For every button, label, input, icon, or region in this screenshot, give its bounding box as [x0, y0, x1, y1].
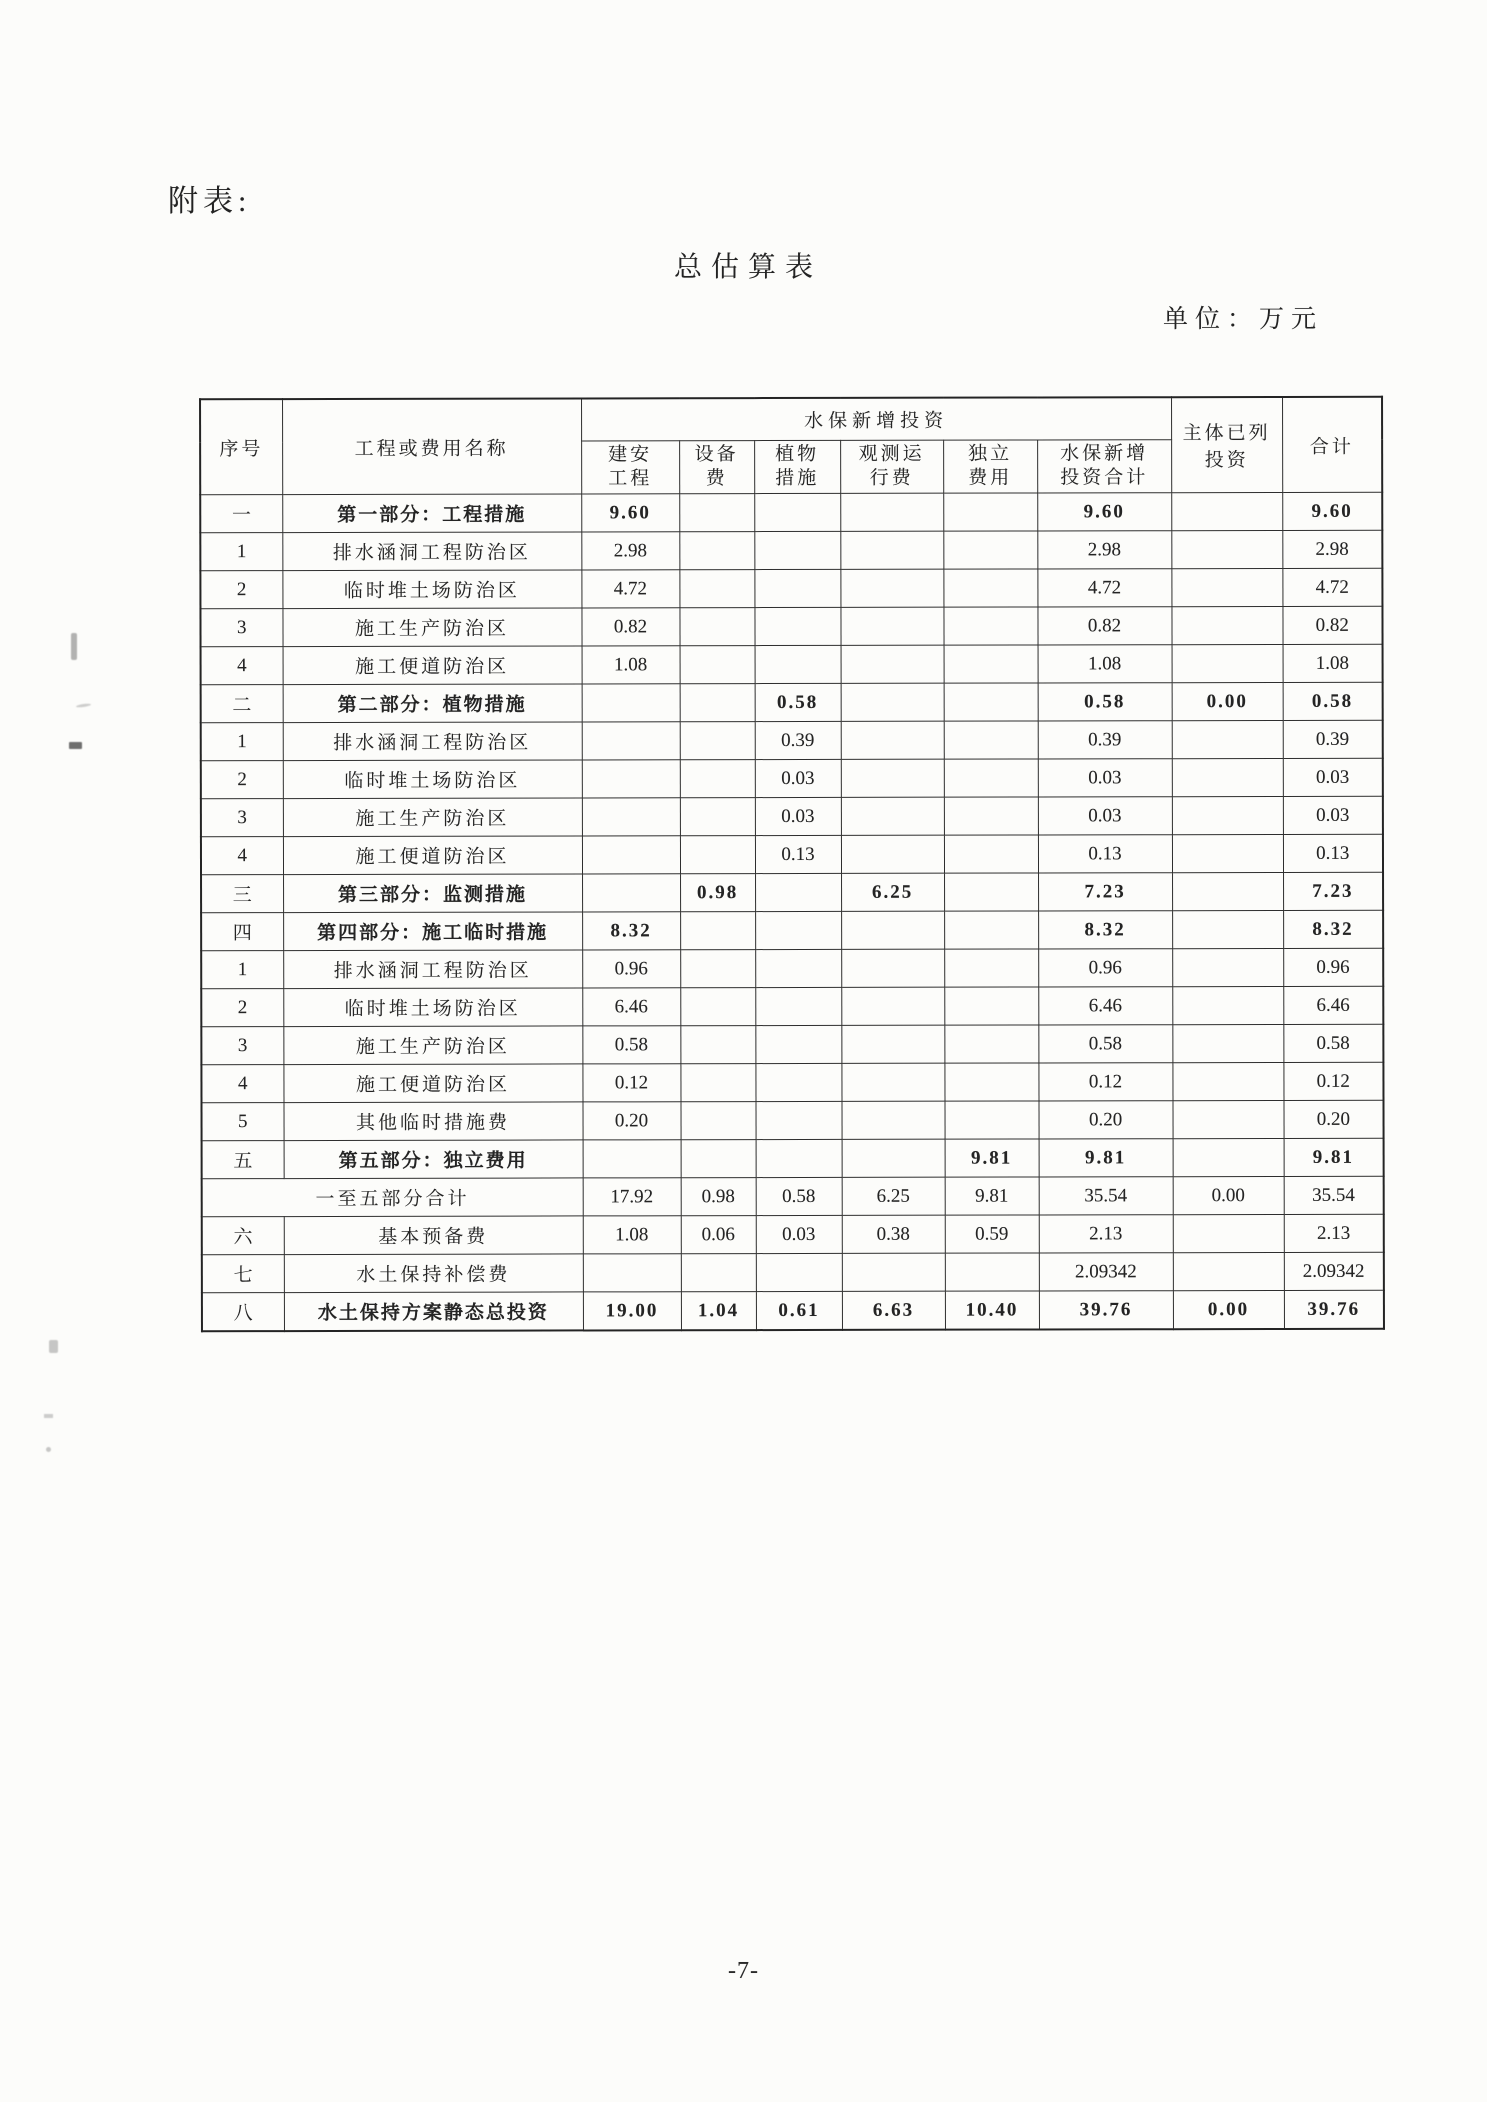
scan-artifact	[76, 703, 91, 708]
value-cell: 0.82	[1037, 607, 1171, 645]
table-row	[201, 644, 1383, 684]
row-label: 水土保持补偿费	[284, 1254, 583, 1293]
value-cell: 0.20	[1038, 1101, 1172, 1139]
value-cell: 35.54	[1284, 1176, 1384, 1214]
value-cell: 2.13	[1039, 1215, 1173, 1253]
value-cell	[1173, 1138, 1284, 1176]
row-label: 第四部分：施工临时措施	[283, 912, 582, 951]
value-cell	[680, 684, 755, 722]
column-header-plant-measures: 植物 措施	[754, 440, 840, 493]
value-cell	[943, 569, 1037, 607]
value-cell	[841, 645, 944, 683]
table-header	[200, 397, 1382, 495]
value-cell	[944, 721, 1038, 759]
column-header-construction: 建安 工程	[581, 441, 679, 494]
value-cell	[944, 835, 1038, 873]
row-serial: 八	[202, 1293, 284, 1332]
value-cell	[841, 1063, 944, 1101]
value-cell: 0.58	[1283, 682, 1383, 720]
value-cell: 0.82	[1283, 606, 1383, 644]
value-cell	[944, 759, 1038, 797]
value-cell: 0.12	[582, 1064, 680, 1102]
value-cell	[840, 531, 943, 569]
row-label: 排水涵洞工程防治区	[283, 722, 582, 761]
row-label: 其他临时措施费	[283, 1102, 582, 1141]
table-row	[201, 1062, 1383, 1102]
value-cell: 0.03	[755, 759, 841, 797]
table-row	[201, 1024, 1383, 1064]
value-cell: 0.39	[755, 721, 841, 759]
value-cell: 1.08	[583, 1216, 681, 1254]
value-cell	[583, 1254, 681, 1292]
row-label: 临时堆土场防治区	[282, 570, 581, 609]
value-cell	[680, 1102, 755, 1140]
value-cell	[755, 949, 841, 987]
value-cell	[755, 911, 841, 949]
row-serial: 五	[202, 1141, 284, 1179]
value-cell: 2.98	[1037, 531, 1171, 569]
value-cell: 6.25	[842, 1177, 945, 1215]
value-cell: 39.76	[1284, 1290, 1384, 1329]
row-label: 第二部分：植物措施	[283, 684, 582, 723]
column-header-equipment: 设备 费	[679, 441, 754, 494]
value-cell: 6.46	[1038, 987, 1172, 1025]
value-cell	[754, 493, 840, 531]
table-row	[202, 1214, 1384, 1254]
value-cell	[582, 836, 680, 874]
value-cell	[1171, 492, 1282, 530]
appendix-label: 附表:	[168, 185, 252, 218]
value-cell	[680, 912, 755, 950]
value-cell: 2.13	[1284, 1214, 1384, 1252]
value-cell: 4.72	[1037, 569, 1171, 607]
value-cell	[1173, 1252, 1284, 1290]
value-cell: 9.81	[1284, 1138, 1384, 1176]
value-cell	[1171, 530, 1282, 568]
scan-artifact	[69, 742, 82, 749]
value-cell: 7.23	[1038, 873, 1172, 911]
value-cell	[1172, 910, 1283, 948]
table-row	[201, 986, 1383, 1026]
value-cell: 0.00	[1172, 682, 1283, 720]
row-label: 施工生产防治区	[283, 1026, 582, 1065]
value-cell: 1.08	[1283, 644, 1383, 682]
unit-label: 单位：万元	[1162, 306, 1323, 333]
value-cell	[582, 684, 680, 722]
value-cell	[1172, 834, 1283, 872]
value-cell	[841, 721, 944, 759]
value-cell: 6.46	[1283, 986, 1383, 1024]
value-cell	[679, 608, 754, 646]
value-cell	[754, 531, 840, 569]
value-cell	[1172, 758, 1283, 796]
value-cell: 0.13	[1283, 834, 1383, 872]
value-cell	[754, 607, 840, 645]
value-cell: 0.96	[1038, 949, 1172, 987]
value-cell	[680, 760, 755, 798]
estimate-table	[199, 396, 1385, 1332]
table-row	[201, 948, 1383, 988]
value-cell	[582, 722, 680, 760]
scan-artifact	[71, 633, 77, 660]
row-label: 临时堆土场防治区	[283, 760, 582, 799]
value-cell: 0.00	[1173, 1176, 1284, 1214]
value-cell: 0.12	[1038, 1063, 1172, 1101]
table-row	[200, 568, 1382, 608]
value-cell: 10.40	[945, 1291, 1039, 1330]
value-cell: 2.09342	[1284, 1252, 1384, 1290]
row-serial: 1	[200, 533, 282, 571]
value-cell	[680, 950, 755, 988]
column-header-total: 合计	[1282, 397, 1382, 493]
value-cell	[1172, 872, 1283, 910]
value-cell: 0.59	[945, 1215, 1039, 1253]
value-cell: 0.13	[1038, 835, 1172, 873]
row-serial: 4	[201, 837, 283, 875]
value-cell: 0.13	[755, 835, 841, 873]
value-cell	[680, 646, 755, 684]
value-cell: 0.03	[755, 797, 841, 835]
value-cell: 0.03	[1038, 797, 1172, 835]
row-serial: 2	[201, 761, 283, 799]
row-label: 水土保持方案静态总投资	[284, 1292, 583, 1331]
column-header-new-investment-subtotal: 水保新增 投资合计	[1037, 440, 1171, 493]
value-cell: 7.23	[1283, 872, 1383, 910]
value-cell	[756, 1253, 842, 1291]
value-cell	[841, 683, 944, 721]
value-cell	[1173, 1100, 1284, 1138]
value-cell: 0.96	[582, 950, 680, 988]
value-cell	[1172, 606, 1283, 644]
column-header-serial: 序号	[200, 399, 282, 495]
table-row	[201, 796, 1383, 836]
row-serial: 1	[201, 723, 283, 761]
value-cell	[1172, 1062, 1283, 1100]
value-cell: 2.09342	[1039, 1253, 1173, 1291]
table-row	[201, 720, 1383, 760]
value-cell	[841, 1025, 944, 1063]
value-cell: 8.32	[582, 912, 680, 950]
row-serial: 一	[200, 495, 282, 533]
value-cell	[756, 1139, 842, 1177]
row-serial: 3	[201, 1027, 283, 1065]
value-cell	[1172, 986, 1283, 1024]
value-cell: 1.08	[1038, 645, 1172, 683]
table-body	[200, 492, 1384, 1331]
value-cell: 0.39	[1038, 721, 1172, 759]
row-label: 第三部分：监测措施	[283, 874, 582, 913]
value-cell	[842, 1139, 945, 1177]
value-cell	[1171, 568, 1282, 606]
value-cell	[755, 645, 841, 683]
value-cell: 0.61	[756, 1291, 842, 1330]
value-cell: 1.08	[582, 646, 680, 684]
value-cell: 0.96	[1283, 948, 1383, 986]
row-serial: 1	[201, 951, 283, 989]
value-cell	[842, 1253, 945, 1291]
table-row	[200, 530, 1382, 570]
row-serial: 5	[201, 1103, 283, 1141]
scan-artifact	[49, 1340, 58, 1353]
table-row	[202, 1138, 1384, 1178]
value-cell: 0.03	[756, 1215, 842, 1253]
row-label: 施工便道防治区	[283, 1064, 582, 1103]
value-cell	[840, 493, 943, 531]
value-cell: 0.03	[1038, 759, 1172, 797]
row-label: 临时堆土场防治区	[283, 988, 582, 1027]
table-row	[202, 1290, 1384, 1331]
table-row	[202, 1176, 1384, 1216]
value-cell: 2.98	[581, 532, 679, 570]
value-cell	[755, 987, 841, 1025]
row-serial: 4	[201, 1065, 283, 1103]
row-serial: 三	[201, 875, 283, 913]
scan-artifact	[44, 1414, 53, 1418]
value-cell	[583, 1140, 681, 1178]
value-cell: 1.04	[681, 1292, 756, 1331]
value-cell: 17.92	[583, 1178, 681, 1216]
value-cell	[944, 873, 1038, 911]
table-row	[201, 682, 1383, 722]
row-serial: 六	[202, 1217, 284, 1255]
value-cell	[755, 873, 841, 911]
value-cell	[1172, 720, 1283, 758]
value-cell	[680, 722, 755, 760]
value-cell	[680, 798, 755, 836]
value-cell	[1172, 1024, 1283, 1062]
row-serial: 四	[201, 913, 283, 951]
value-cell	[944, 1025, 1038, 1063]
estimate-table-container	[199, 396, 1385, 1332]
row-serial: 2	[200, 571, 282, 609]
value-cell	[679, 532, 754, 570]
table-row	[202, 1252, 1384, 1292]
value-cell	[1173, 1214, 1284, 1252]
value-cell: 0.39	[1283, 720, 1383, 758]
value-cell: 9.81	[1039, 1139, 1173, 1177]
table-row	[201, 758, 1383, 798]
table-row	[201, 1100, 1383, 1140]
value-cell: 2.98	[1282, 530, 1382, 568]
value-cell: 0.20	[582, 1102, 680, 1140]
value-cell	[944, 987, 1038, 1025]
value-cell	[840, 607, 943, 645]
table-row	[200, 606, 1382, 646]
row-label: 施工便道防治区	[283, 646, 582, 685]
value-cell: 9.60	[1282, 492, 1382, 530]
value-cell	[582, 874, 680, 912]
value-cell	[841, 797, 944, 835]
value-cell	[943, 493, 1037, 531]
scan-artifact	[46, 1447, 51, 1452]
value-cell: 0.58	[1038, 1025, 1172, 1063]
column-header-monitoring-operation: 观测运 行费	[840, 440, 943, 493]
row-serial: 3	[201, 799, 283, 837]
value-cell: 0.82	[581, 608, 679, 646]
value-cell: 35.54	[1039, 1177, 1173, 1215]
value-cell: 19.00	[583, 1292, 681, 1331]
value-cell	[1172, 948, 1283, 986]
value-cell: 0.98	[681, 1178, 756, 1216]
value-cell: 9.60	[581, 494, 679, 532]
row-label: 一至五部分合计	[202, 1178, 583, 1217]
table-row	[201, 872, 1383, 912]
value-cell: 0.58	[1283, 1024, 1383, 1062]
row-label: 排水涵洞工程防治区	[283, 950, 582, 989]
value-cell: 9.81	[945, 1177, 1039, 1215]
value-cell	[680, 836, 755, 874]
value-cell: 0.58	[755, 683, 841, 721]
row-label: 施工生产防治区	[283, 798, 582, 837]
value-cell	[943, 531, 1037, 569]
value-cell	[945, 1253, 1039, 1291]
value-cell	[841, 987, 944, 1025]
value-cell: 0.06	[681, 1216, 756, 1254]
value-cell	[944, 645, 1038, 683]
value-cell	[841, 911, 944, 949]
value-cell: 0.03	[1283, 758, 1383, 796]
value-cell	[841, 1101, 944, 1139]
table-row	[201, 910, 1383, 950]
value-cell: 0.58	[756, 1177, 842, 1215]
value-cell	[680, 1026, 755, 1064]
row-serial: 3	[200, 609, 282, 647]
value-cell	[841, 949, 944, 987]
value-cell: 0.58	[1038, 683, 1172, 721]
value-cell	[1172, 644, 1283, 682]
value-cell: 0.00	[1173, 1290, 1284, 1329]
value-cell: 4.72	[581, 570, 679, 608]
column-header-independent-cost: 独立 费用	[943, 440, 1037, 493]
table-row	[201, 834, 1383, 874]
row-label: 第一部分：工程措施	[282, 494, 581, 533]
column-group-header-new-investment: 水保新增投资	[581, 397, 1171, 441]
value-cell	[943, 607, 1037, 645]
value-cell: 9.60	[1037, 493, 1171, 531]
value-cell	[755, 1025, 841, 1063]
value-cell: 0.12	[1283, 1062, 1383, 1100]
row-label: 施工便道防治区	[283, 836, 582, 875]
value-cell	[582, 760, 680, 798]
value-cell	[681, 1140, 756, 1178]
value-cell: 0.03	[1283, 796, 1383, 834]
column-header-main-invested: 主体已列 投资	[1171, 397, 1282, 493]
value-cell	[944, 1101, 1038, 1139]
value-cell	[944, 797, 1038, 835]
row-serial: 二	[201, 685, 283, 723]
value-cell: 6.46	[582, 988, 680, 1026]
row-label: 施工生产防治区	[282, 608, 581, 647]
column-header-name: 工程或费用名称	[282, 398, 581, 494]
value-cell: 6.25	[841, 873, 944, 911]
value-cell	[755, 1101, 841, 1139]
value-cell: 0.38	[842, 1215, 945, 1253]
value-cell	[944, 683, 1038, 721]
value-cell: 9.81	[945, 1139, 1039, 1177]
value-cell: 0.98	[680, 874, 755, 912]
row-label: 基本预备费	[284, 1216, 583, 1255]
value-cell	[755, 1063, 841, 1101]
table-row	[200, 492, 1382, 532]
page-title: 总估算表	[673, 252, 822, 283]
value-cell	[944, 1063, 1038, 1101]
value-cell	[680, 988, 755, 1026]
value-cell	[679, 570, 754, 608]
value-cell	[754, 569, 840, 607]
value-cell	[582, 798, 680, 836]
value-cell: 0.20	[1284, 1100, 1384, 1138]
row-label: 第五部分：独立费用	[284, 1140, 583, 1179]
value-cell: 8.32	[1283, 910, 1383, 948]
value-cell: 0.58	[582, 1026, 680, 1064]
row-serial: 七	[202, 1255, 284, 1293]
value-cell	[944, 949, 1038, 987]
value-cell: 8.32	[1038, 911, 1172, 949]
value-cell	[840, 569, 943, 607]
row-serial: 4	[201, 647, 283, 685]
row-label: 排水涵洞工程防治区	[282, 532, 581, 571]
row-serial: 2	[201, 989, 283, 1027]
value-cell: 4.72	[1282, 568, 1382, 606]
value-cell	[679, 494, 754, 532]
value-cell: 6.63	[842, 1291, 945, 1330]
page-number: -7-	[728, 1958, 759, 1984]
value-cell	[841, 759, 944, 797]
value-cell: 39.76	[1039, 1291, 1173, 1330]
value-cell	[681, 1254, 756, 1292]
value-cell	[944, 911, 1038, 949]
value-cell	[1172, 796, 1283, 834]
value-cell	[841, 835, 944, 873]
value-cell	[680, 1064, 755, 1102]
